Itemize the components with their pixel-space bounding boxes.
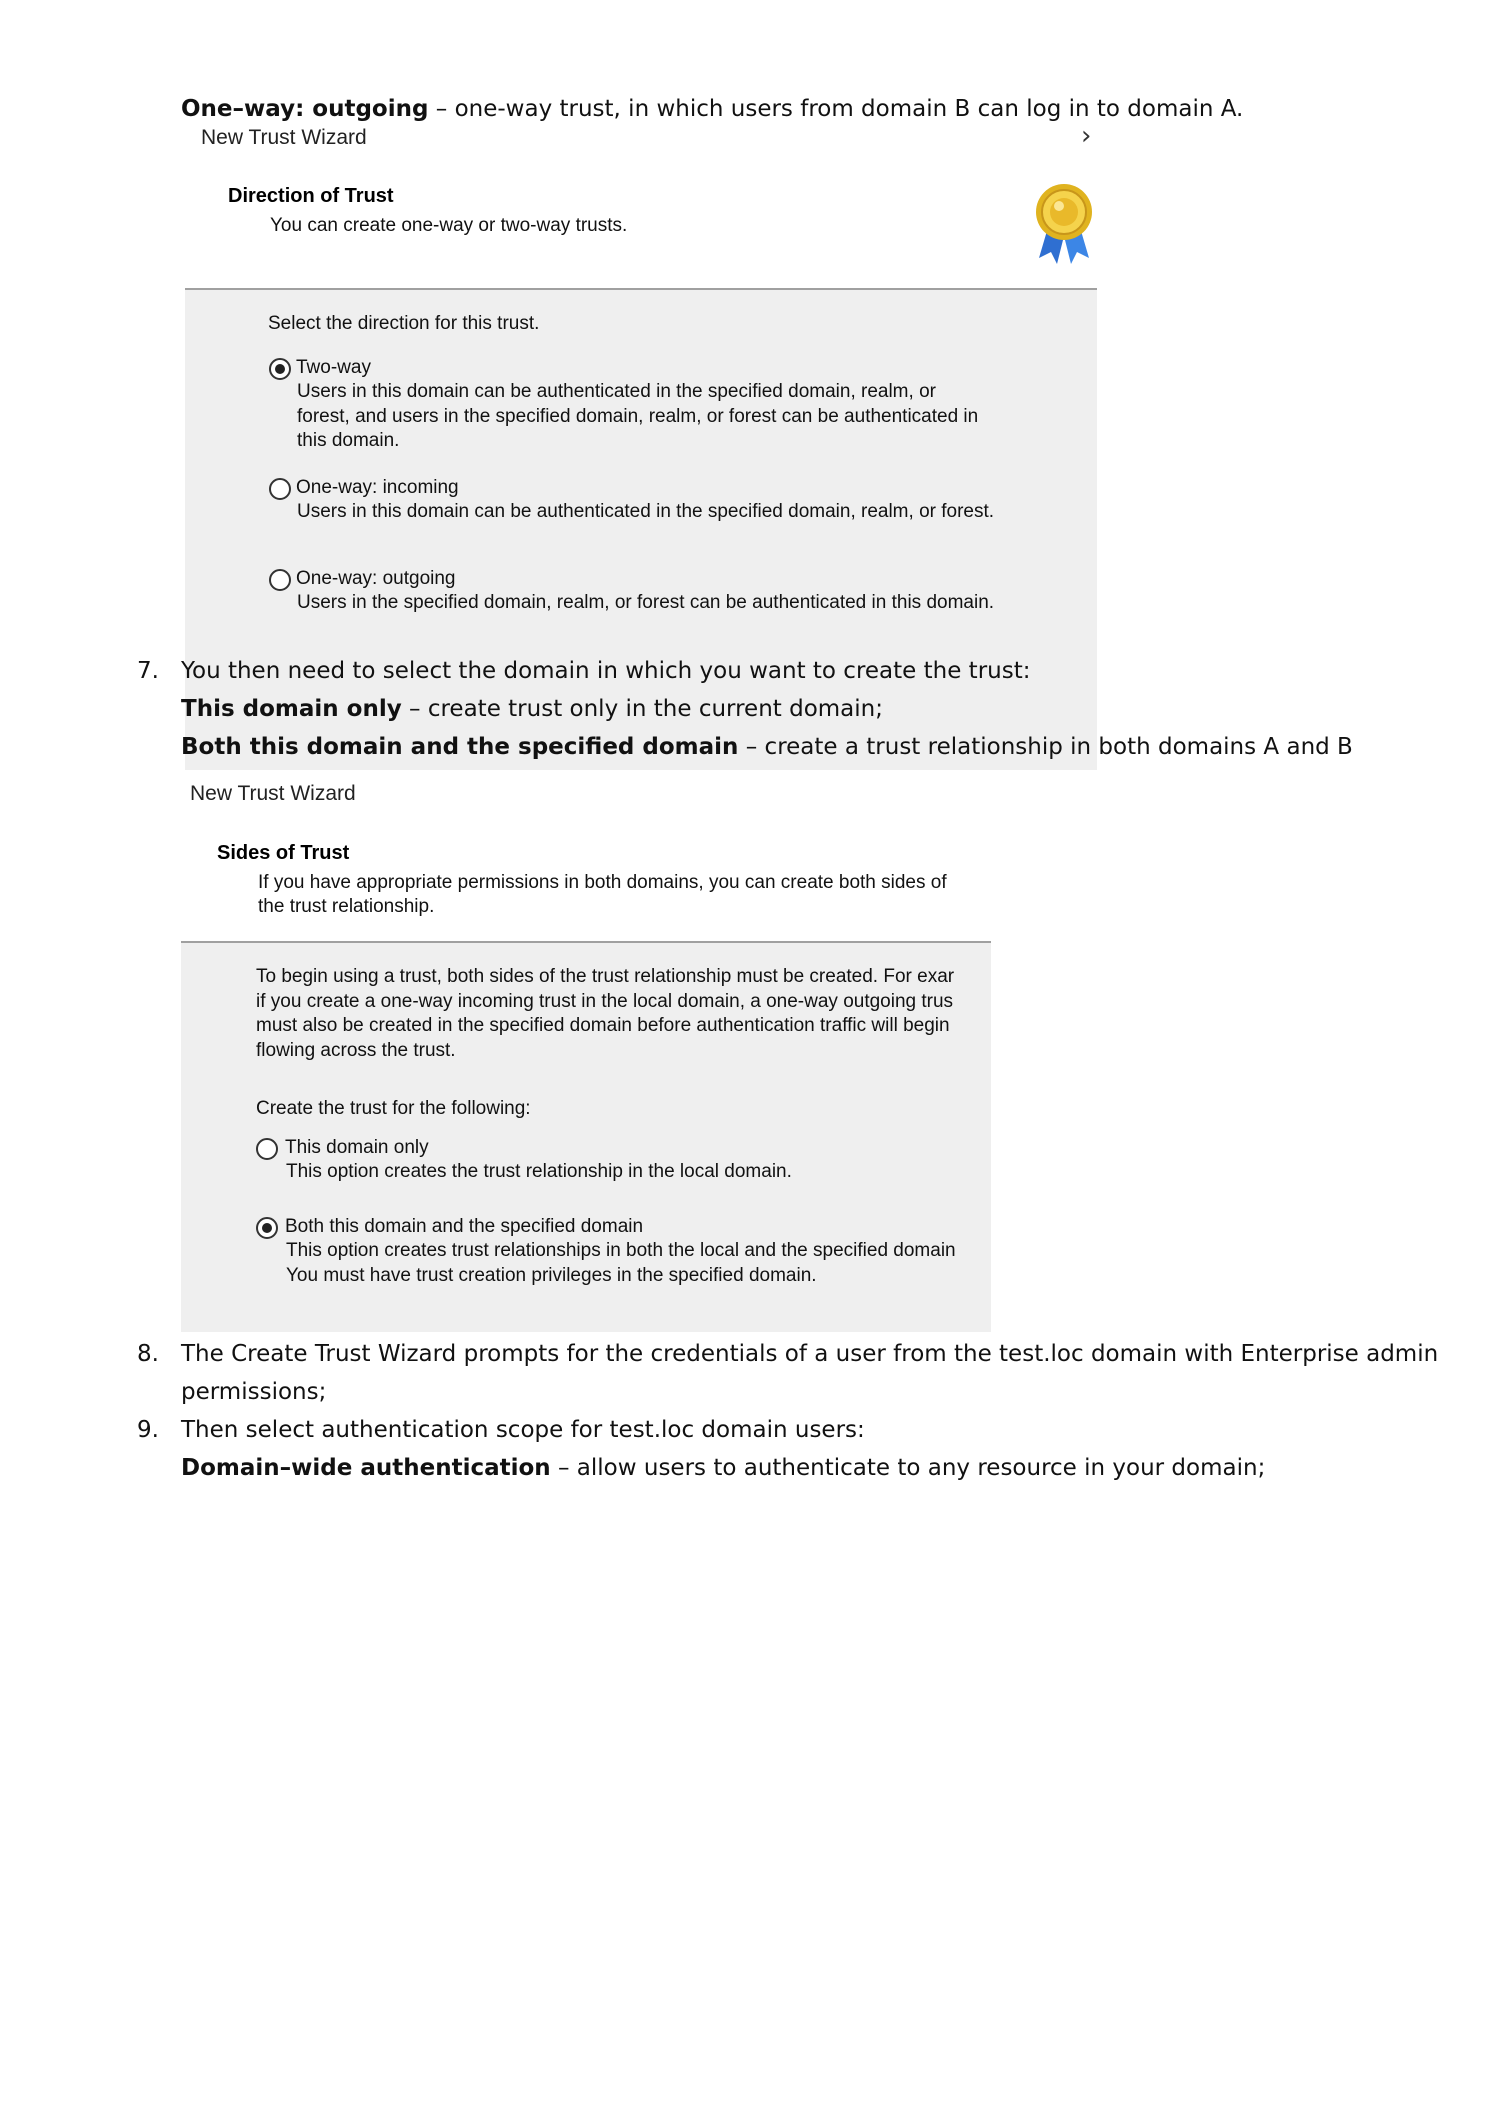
radio-both-domains[interactable] xyxy=(256,1217,278,1239)
intro-description: – one-way trust, in which users from domain B can log in to domain A. xyxy=(428,96,1244,122)
option-this-domain-only-label[interactable]: This domain only xyxy=(285,1137,429,1158)
dialog-header-title: Sides of Trust xyxy=(217,842,350,864)
sides-of-trust-dialog xyxy=(181,772,991,1332)
intro-term: One–way: outgoing xyxy=(181,96,429,122)
sides-explanation: To begin using a trust, both sides of the trust relationship must be created. For exar xyxy=(256,966,955,987)
option-one-way-incoming-desc: Users in this domain can be authenticated in the specified domain, realm, or forest. xyxy=(297,501,995,522)
radio-two-way[interactable] xyxy=(269,358,291,380)
radio-one-way-incoming[interactable] xyxy=(269,478,291,500)
sides-prompt: Create the trust for the following: xyxy=(256,1098,531,1119)
step-8-text: The Create Trust Wizard prompts for the credentials of a user from the test.loc domain with Enterprise admin xyxy=(181,1341,1439,1367)
term-this-domain-only-desc: – create trust only in the current domain; xyxy=(401,696,883,722)
option-this-domain-only-desc: This option creates the trust relationship in the local domain. xyxy=(286,1161,792,1182)
dialog-header-title: Direction of Trust xyxy=(228,185,394,207)
term-both-domains: Both this domain and the specified domain xyxy=(181,734,739,760)
direction-prompt: Select the direction for this trust. xyxy=(268,313,540,334)
option-both-domains-label[interactable]: Both this domain and the specified domain xyxy=(285,1216,644,1237)
option-two-way-desc: Users in this domain can be authenticated in the specified domain, realm, or xyxy=(297,381,936,402)
step-8-text-cont: permissions; xyxy=(181,1379,327,1405)
step-9-text: Then select authentication scope for test.loc domain users: xyxy=(181,1417,865,1443)
sides-explanation: if you create a one-way incoming trust in the local domain, a one-way outgoing trus xyxy=(256,990,954,1012)
option-two-way-desc: this domain. xyxy=(297,430,400,451)
dialog-header-subtitle: You can create one-way or two-way trusts. xyxy=(270,215,628,236)
dialog-header-subtitle: the trust relationship. xyxy=(258,896,435,917)
dialog-window-title: New Trust Wizard xyxy=(190,782,356,805)
option-two-way-label[interactable]: Two-way xyxy=(296,357,371,378)
sides-explanation: must also be created in the specified domain before authentication traffic will begin xyxy=(256,1015,950,1036)
step-9-option-domain-wide xyxy=(181,1453,1265,1483)
option-one-way-incoming-label[interactable]: One-way: incoming xyxy=(296,477,459,498)
radio-this-domain-only[interactable] xyxy=(256,1138,278,1160)
option-one-way-outgoing-label[interactable]: One-way: outgoing xyxy=(296,568,456,589)
option-both-domains-desc: This option creates trust relationships in both the local and the specified domain xyxy=(286,1240,956,1261)
step-7-option-both-domains xyxy=(181,732,1353,762)
step-8-number: 8. xyxy=(137,1341,159,1367)
term-both-domains-desc: – create a trust relationship in both domains A and B xyxy=(738,734,1353,760)
option-both-domains-desc: You must have trust creation privileges in the specified domain. xyxy=(286,1264,817,1286)
term-domain-wide: Domain–wide authentication xyxy=(181,1455,551,1481)
dialog-window-title: New Trust Wizard xyxy=(201,126,367,149)
option-one-way-outgoing-desc: Users in the specified domain, realm, or forest can be authenticated in this domain. xyxy=(297,592,995,613)
step-9-number: 9. xyxy=(137,1417,159,1443)
step-7-text: You then need to select the domain in which you want to create the trust: xyxy=(181,658,1031,684)
step-7-number: 7. xyxy=(137,658,159,684)
award-ribbon-icon xyxy=(1031,180,1097,266)
dialog-header-subtitle: If you have appropriate permissions in both domains, you can create both sides of xyxy=(258,872,947,893)
direction-of-trust-dialog xyxy=(185,120,1097,650)
term-this-domain-only: This domain only xyxy=(181,696,402,722)
radio-one-way-outgoing[interactable] xyxy=(269,569,291,591)
step-7-option-this-domain xyxy=(181,694,883,724)
chevron-right-icon[interactable]: › xyxy=(1081,121,1092,151)
option-two-way-desc: forest, and users in the specified domain, realm, or forest can be authenticated in xyxy=(297,405,979,427)
sides-explanation: flowing across the trust. xyxy=(256,1039,456,1061)
dialog-body xyxy=(181,943,991,1332)
term-domain-wide-desc: – allow users to authenticate to any resource in your domain; xyxy=(550,1455,1266,1481)
